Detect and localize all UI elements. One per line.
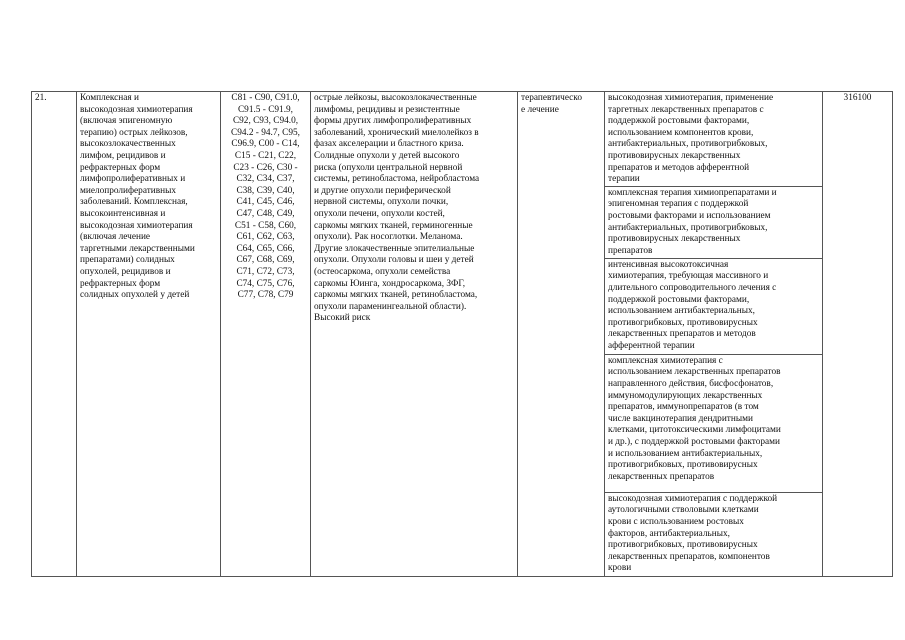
treatment-method-cell: интенсивная высокотоксичная химиотерапия, требующая массивного и длительного сопроводительного лечения с поддержкой ростовыми факторами, использованием антибактериальных, противогрибковых, противовирусных лекарственных препаратов и методов афферентной терапии — [605, 258, 823, 354]
treatment-method-cell: комплексная химиотерапия с использованием лекарственных препаратов направленного действия, бисфосфонатов, иммуномодулирующих лекарственных препаратов, иммунопрепаратов (в том числе вакцинотерапия дендритными клетками, цитотоксическими лимфоцитами и др.), с поддержкой ростовыми факторами и использованием антибактериальных, противогрибковых, противовирусных лекарственных препаратов — [605, 354, 823, 492]
treatment-method-cell: высокодозная химиотерапия с поддержкой аутологичными стволовыми клетками крови с использованием ростовых факторов, антибактериальных, противогрибковых, противовирусных лекарственных препаратов, компонентов крови — [605, 492, 823, 576]
norm-cost-cell: 316100 — [823, 92, 893, 577]
patient-model-cell: острые лейкозы, высокозлокачественные лимфомы, рецидивы и резистентные формы других лимфопролиферативных заболеваний, хронический миелолейкоз в фазах акселерации и бластного криза. Солидные опухоли у детей высокого риска (опухоли центральной нервной системы, ретинобластома, нейробластома и другие опухоли периферической нервной системы, опухоли почки, опухоли печени, опухоли костей, саркомы мягких тканей, герминогенные опухоли). Рак носоглотки. Меланома. Другие злокачественные эпителиальные опухоли. Опухоли головы и шеи у детей (остеосаркома, опухоли семейства саркомы Юинга, хондросаркома, ЗФГ, саркомы мягких тканей, ретинобластома, опухоли параменингеальной области). Высокий риск — [311, 92, 518, 577]
table-row — [32, 92, 893, 187]
treatment-method-cell: комплексная терапия химиопрепаратами и эпигеномная терапия с поддержкой ростовыми факторами и использованием антибактериальных, противогрибковых, противовирусных лекарственных препаратов — [605, 186, 823, 258]
treatment-method-cell: высокодозная химиотерапия, применение таргетных лекарственных препаратов с поддержкой ростовыми факторами, использованием компонентов крови, антибактериальных, противогрибковых, противовирусных лекарственных препаратов и методов афферентной терапии — [605, 92, 823, 187]
treatment-kind-cell: терапевтическо е лечение — [518, 92, 605, 577]
icd-codes-cell: C81 - C90, C91.0, C91.5 - C91.9, C92, C93, C94.0, C94.2 - 94.7, C95, C96.9, C00 - C14, C15 - C21, C22, C23 - C26, C30 - C32, C34, C37, C38, C39, C40, C41, C45, C46, C47, C48, C49, C51 - C58, C60, C61, C62, C63, C64, C65, C66, C67, C68, C69, C71, C72, C73, C74, C75, C76, C77, C78, C79 — [221, 92, 311, 577]
care-type-name-cell: Комплексная и высокодозная химиотерапия (включая эпигеномную терапию) острых лейкозов, высокозлокачественных лимфом, рецидивов и рефрактерных форм лимфопролиферативных и миелопролиферативных заболеваний. Комплексная, высокоинтенсивная и высокодозная химиотерапия (включая лечение таргетными лекарственными препаратами) солидных опухолей, рецидивов и рефрактерных форм солидных опухолей у детей — [77, 92, 221, 577]
medical-care-table — [31, 91, 893, 577]
row-number-cell: 21. — [32, 92, 77, 577]
